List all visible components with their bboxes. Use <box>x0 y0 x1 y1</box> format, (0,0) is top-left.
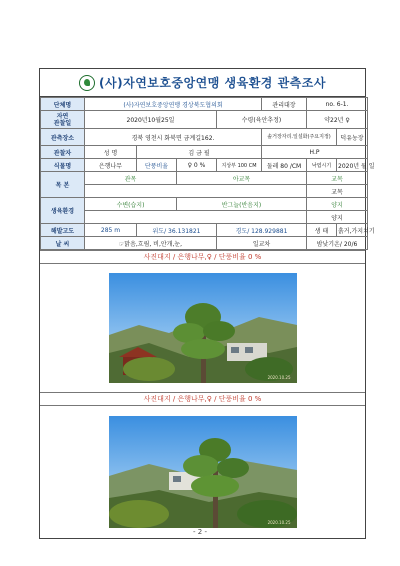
env-semishade: 반그늘(반음지) <box>177 198 307 211</box>
observer-name-label: 성 명 <box>85 146 137 159</box>
info-table <box>40 97 375 250</box>
photo-timestamp-2: 2020.10.25 <box>267 520 291 525</box>
wood-tree: 교목 <box>307 172 368 185</box>
observer-name: 김 금 필 <box>137 146 262 159</box>
photo-frame-2 <box>40 406 365 538</box>
wood-blank <box>85 185 307 198</box>
temp-diff-value: 밤낮기온/ 20/6 <box>307 237 368 250</box>
location-label: 관측장소 <box>41 129 85 146</box>
weather-value: ☞맑음,흐림, 비,안개,눈, <box>85 237 217 250</box>
plant-label: 식물명 <box>41 159 85 172</box>
observer-label: 관찰자 <box>41 146 85 159</box>
wood-selected: 교목 <box>307 185 368 198</box>
altitude-label: 해발고도 <box>41 224 85 237</box>
group-label: 단체명 <box>41 98 85 111</box>
mgmt-label: 관리대장 <box>262 98 307 111</box>
survey-sheet <box>39 68 375 539</box>
photo-caption-1: 사진대지 / 은행나무,♀ / 단풍비율 0 % <box>40 250 365 264</box>
leaf-fall-label: 낙엽시기 <box>307 159 337 172</box>
phone-label: H.P <box>262 146 368 159</box>
height-label: 지상부 100 CM <box>217 159 262 172</box>
ecology-label: 생 태 <box>307 224 337 237</box>
ginkgo-photo-2 <box>109 416 297 528</box>
ecology-value: 흙거,가지치기 <box>337 224 368 237</box>
page-number: - 2 - <box>193 528 207 536</box>
weather-label: 날 씨 <box>41 237 85 250</box>
ratio-label: 단풍비율 <box>137 159 177 172</box>
mgmt-value: no. 6-1. <box>307 98 368 111</box>
owner-label: 솔거장자리.일설화(주요지정) <box>262 129 337 146</box>
wood-subtree: 아교목 <box>177 172 307 185</box>
age-value: 약22년 ♀ <box>307 111 368 129</box>
altitude-value: 285 m <box>85 224 137 237</box>
env-wetland: 수변(습지) <box>85 198 177 211</box>
schedule-label: 자연 관찰일 <box>41 111 85 129</box>
env-label: 생육환경 <box>41 198 85 224</box>
location-address: 경북 영천시 화북면 금계길162. <box>85 129 262 146</box>
page-title: (사)자연보호중앙연맹 생육환경 관측조사 <box>99 76 326 90</box>
ratio-value: ♀ 0 % <box>177 159 217 172</box>
age-label: 수령(육안추정) <box>217 111 307 129</box>
leaf-fall-date: 2020년 월 일 <box>337 159 368 172</box>
ginkgo-tree-image <box>109 416 297 528</box>
wood-shrub: 관목 <box>85 172 177 185</box>
plant-name: 은행나무 <box>85 159 137 172</box>
ginkgo-tree-image <box>109 273 297 383</box>
federation-logo-icon <box>79 75 95 91</box>
env-sunny: 양지 <box>307 198 368 211</box>
latitude-value: 위도/ 36.131821 <box>137 224 217 237</box>
longitude-value: 경도/ 128.929881 <box>217 224 307 237</box>
ginkgo-photo-1 <box>109 273 297 383</box>
owner-value: 덕유농장 <box>337 129 368 146</box>
group-value: (사)자연보호중앙연맹 경상북도협의회 <box>85 98 262 111</box>
temp-diff-label: 일교차 <box>217 237 307 250</box>
env-selected: 양지 <box>307 211 368 224</box>
photo-caption-2: 사진대지 / 은행나무,♀ / 단풍비율 0 % <box>40 392 365 406</box>
girth-value: 둘레 80 /CM <box>262 159 307 172</box>
env-blank <box>85 211 307 224</box>
wood-label: 목 본 <box>41 172 85 198</box>
photo-frame-1 <box>40 264 365 392</box>
photo-timestamp-1: 2020.10.25 <box>267 375 291 380</box>
title-bar <box>40 69 365 97</box>
observe-date: 2020년10월25일 <box>85 111 217 129</box>
